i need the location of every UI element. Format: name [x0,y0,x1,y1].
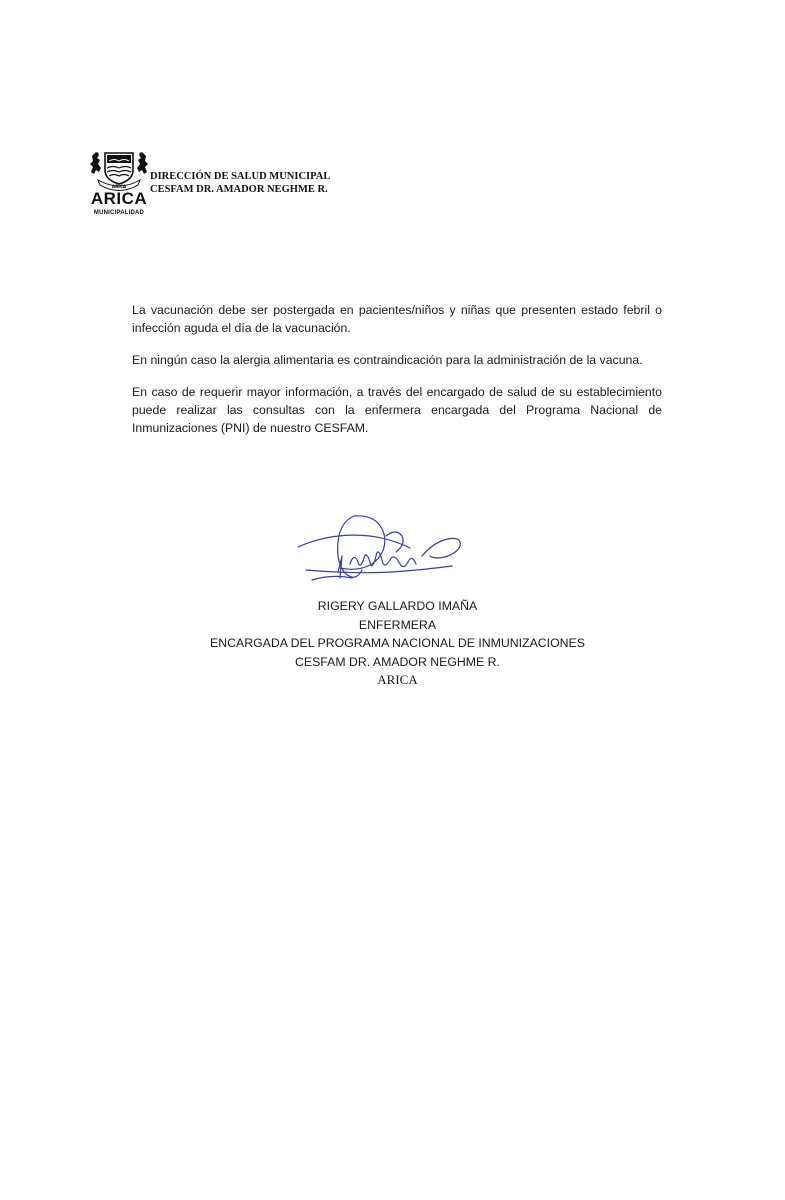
paragraph-information: En caso de requerir mayor información, a través del encargado de salud de su establecimiento puede realizar las consultas con la enfermera encargada del Programa Nacional de Inmunizaciones (PNI) de nuestro CESFAM. [132,385,662,435]
logo-wordmark: ARICA [90,189,148,208]
document-body [132,301,662,451]
municipal-logo [88,150,150,220]
signatory-block [200,597,595,690]
paragraph-allergy: En ningún caso la alergia alimentaria es contraindicación para la administración de la vacuna. [132,353,643,367]
signatory-name: RIGERY GALLARDO IMAÑA [317,599,478,613]
logo-subtitle: MUNICIPALIDAD [93,210,145,216]
signatory-position: ENCARGADA DEL PROGRAMA NACIONAL DE INMUNIZACIONES [210,636,585,650]
letterhead-institution: CESFAM DR. AMADOR NEGHME R. [150,184,328,195]
signatory-city: ARICA [377,672,418,687]
letterhead-text [150,170,330,196]
coat-of-arms-icon [88,150,150,192]
signatory-role: ENFERMERA [358,617,437,632]
logo-ribbon-text: ARICA [111,184,127,189]
letterhead-department: DIRECCIÓN DE SALUD MUNICIPAL [150,171,331,182]
signatory-institution: CESFAM DR. AMADOR NEGHME R. [295,654,500,669]
handwritten-signature [292,512,467,592]
paragraph-postpone: La vacunación debe ser postergada en pacientes/niños y niñas que presenten estado febril o infección aguda el día de la vacunación. [132,303,662,335]
letterhead [88,150,348,222]
signature-icon [292,512,467,592]
